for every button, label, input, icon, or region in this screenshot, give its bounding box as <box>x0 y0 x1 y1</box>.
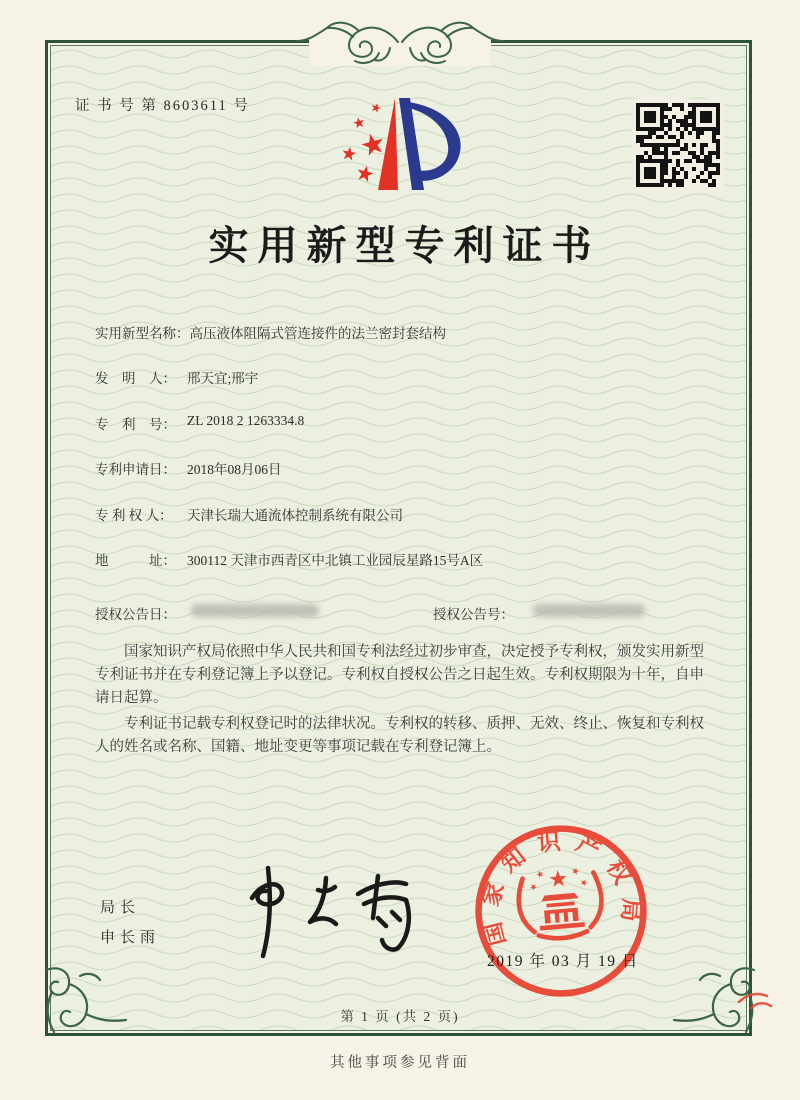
seal-text: 国家知识产权局 <box>477 828 644 949</box>
field-value: ZL 2018 2 1263334.8 <box>187 413 305 428</box>
top-dragon-ornament-icon <box>295 16 505 66</box>
field-value: 高压液体阻隔式管连接件的法兰密封套结构 <box>189 326 446 341</box>
legal-paragraph-2: 专利证书记载专利权登记时的法律状况。专利权的转移、质押、无效、终止、恢复和专利权人的姓名或名称、国籍、地址变更等事项记载在专利登记簿上。 <box>95 715 704 755</box>
redacted-grant-number-value <box>533 604 645 617</box>
certificate-title: 实用新型专利证书 <box>208 223 601 268</box>
handwritten-signature <box>222 860 422 962</box>
commissioner-title: 局长 <box>100 900 141 916</box>
back-side-note: 其他事项参见背面 <box>330 1055 470 1071</box>
cnipa-logo-icon <box>338 94 468 196</box>
page-number: 第 1 页 (共 2 页) <box>340 1009 460 1024</box>
redacted-grant-date-value <box>191 604 319 617</box>
field-row-patent-number <box>95 413 715 433</box>
field-label: 专利申请日： <box>95 462 176 477</box>
field-value: 300112 天津市西青区中北镇工业园辰星路15号A区 <box>187 553 484 568</box>
field-row-inventor <box>95 367 715 387</box>
field-label: 实用新型名称： <box>95 326 190 341</box>
svg-text:国家知识产权局 <box>470 821 648 949</box>
field-value: 邢天宜;邢宇 <box>187 371 259 386</box>
grant-number-label: 授权公告号： <box>433 607 514 622</box>
official-seal <box>466 816 657 1007</box>
field-row-utility-model-name <box>95 322 715 342</box>
field-row-patentee <box>95 504 715 524</box>
legal-text <box>95 641 710 761</box>
field-label: 专 利 号： <box>95 417 176 432</box>
national-emblem-icon <box>527 865 592 931</box>
field-value: 2018年08月06日 <box>187 462 282 477</box>
certificate-number: 证 书 号 第 8603611 号 <box>75 98 250 114</box>
field-label: 地 址： <box>95 553 176 568</box>
grant-date-label: 授权公告日： <box>95 607 176 622</box>
field-row-filing-date <box>95 458 715 478</box>
legal-paragraph-1: 国家知识产权局依照中华人民共和国专利法经过初步审查，决定授予专利权，颁发实用新型专利证书并在专利登记簿上予以登记。专利权自授权公告之日起生效。专利权期限为十年，自申请日起算。 <box>95 644 704 707</box>
field-label: 专 利 权 人： <box>95 508 173 523</box>
field-label: 发 明 人： <box>95 371 176 386</box>
commissioner-name: 申长雨 <box>100 930 161 946</box>
field-value: 天津长瑞大通流体控制系统有限公司 <box>187 508 403 523</box>
seal-date: 2019 年 03 月 19 日 <box>487 953 639 970</box>
qr-code <box>632 99 724 191</box>
corner-flourish-left-icon <box>36 962 128 1040</box>
field-row-address <box>95 549 715 569</box>
